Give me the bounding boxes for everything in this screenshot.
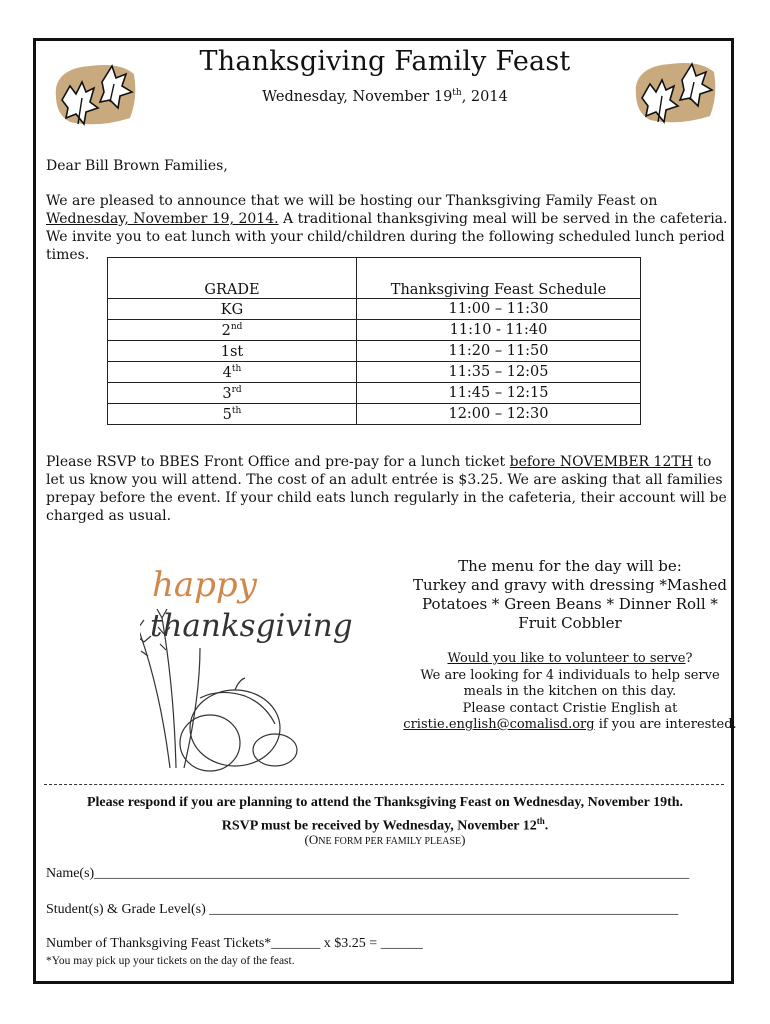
- event-date: Wednesday, November 19th, 2014: [262, 88, 508, 105]
- happy-script: happy: [152, 565, 257, 605]
- student-grade-field[interactable]: Student(s) & Grade Level(s) ___________________________________________________________________: [46, 902, 679, 917]
- volunteer-contact: cristie.english@comalisd.org if you are interested.: [403, 717, 737, 732]
- cut-line-divider: [44, 784, 724, 785]
- volunteer-section: [390, 651, 750, 734]
- table-row: [108, 341, 641, 362]
- time-cell: 12:00 – 12:30: [357, 404, 641, 425]
- time-cell: 11:10 - 11:40: [357, 320, 641, 341]
- volunteer-line: meals in the kitchen on this day.: [463, 684, 677, 699]
- menu-line: Turkey and gravy with dressing *Mashed: [412, 576, 728, 594]
- table-row: [108, 362, 641, 383]
- names-field[interactable]: Name(s)_____________________________________________________________________________________: [46, 866, 690, 881]
- email-link[interactable]: cristie.english@comalisd.org: [403, 717, 595, 732]
- response-instructions: Please respond if you are planning to attend the Thanksgiving Feast on Wednesday, November 19th. RSVP must be received by Wednesday, November 12th.: [86, 795, 684, 834]
- table-header-row: [108, 258, 641, 299]
- time-cell: 11:00 – 11:30: [357, 299, 641, 320]
- grade-cell: 4th: [108, 362, 357, 383]
- table-row: [108, 299, 641, 320]
- grade-column-header: GRADE: [108, 258, 357, 299]
- page-title: Thanksgiving Family Feast: [199, 46, 571, 77]
- grade-cell: 3rd: [108, 383, 357, 404]
- table-row: [108, 404, 641, 425]
- time-cell: 11:45 – 12:15: [357, 383, 641, 404]
- menu-line: Potatoes * Green Beans * Dinner Roll *: [422, 595, 718, 613]
- volunteer-line: Please contact Cristie English at: [462, 700, 678, 716]
- time-cell: 11:35 – 12:05: [357, 362, 641, 383]
- one-form-note: (ONE FORM PER FAMILY PLEASE): [304, 832, 466, 847]
- schedule-column-header: Thanksgiving Feast Schedule: [357, 258, 641, 299]
- menu-line: Fruit Cobbler: [518, 614, 622, 632]
- tickets-field[interactable]: Number of Thanksgiving Feast Tickets*_______ x $3.25 = ______: [46, 936, 423, 951]
- greeting: Dear Bill Brown Families,: [46, 158, 228, 174]
- rsvp-paragraph: Please RSVP to BBES Front Office and pre-pay for a lunch ticket before NOVEMBER 12TH to let us know you will attend. The cost of an adult entrée is $3.25. We are asking that all families prepay before the event. If your child eats lunch regularly in the cafeteria, their account will be charged as usual.: [46, 454, 727, 524]
- grade-cell: 1st: [108, 341, 357, 362]
- volunteer-line: We are looking for 4 individuals to help serve: [420, 667, 720, 683]
- thanksgiving-script: thanksgiving: [150, 608, 353, 644]
- menu-heading: The menu for the day will be:: [458, 557, 682, 575]
- grade-cell: 5th: [108, 404, 357, 425]
- schedule-table: [107, 257, 641, 425]
- table-row: [108, 383, 641, 404]
- time-cell: 11:20 – 11:50: [357, 341, 641, 362]
- pickup-note: *You may pick up your tickets on the day of the feast.: [46, 955, 295, 967]
- volunteer-question: Would you like to volunteer to serve?: [447, 651, 693, 666]
- table-row: [108, 320, 641, 341]
- grade-cell: 2nd: [108, 320, 357, 341]
- menu-section: [390, 557, 750, 633]
- happy-thanksgiving-illustration: [140, 538, 395, 778]
- grade-cell: KG: [108, 299, 357, 320]
- intro-paragraph: We are pleased to announce that we will be hosting our Thanksgiving Family Feast on Wednesday, November 19, 2014. A traditional thanksgiving meal will be served in the cafeteria. We invite you to eat lunch with your child/children during the following scheduled lunch period times.: [46, 193, 728, 263]
